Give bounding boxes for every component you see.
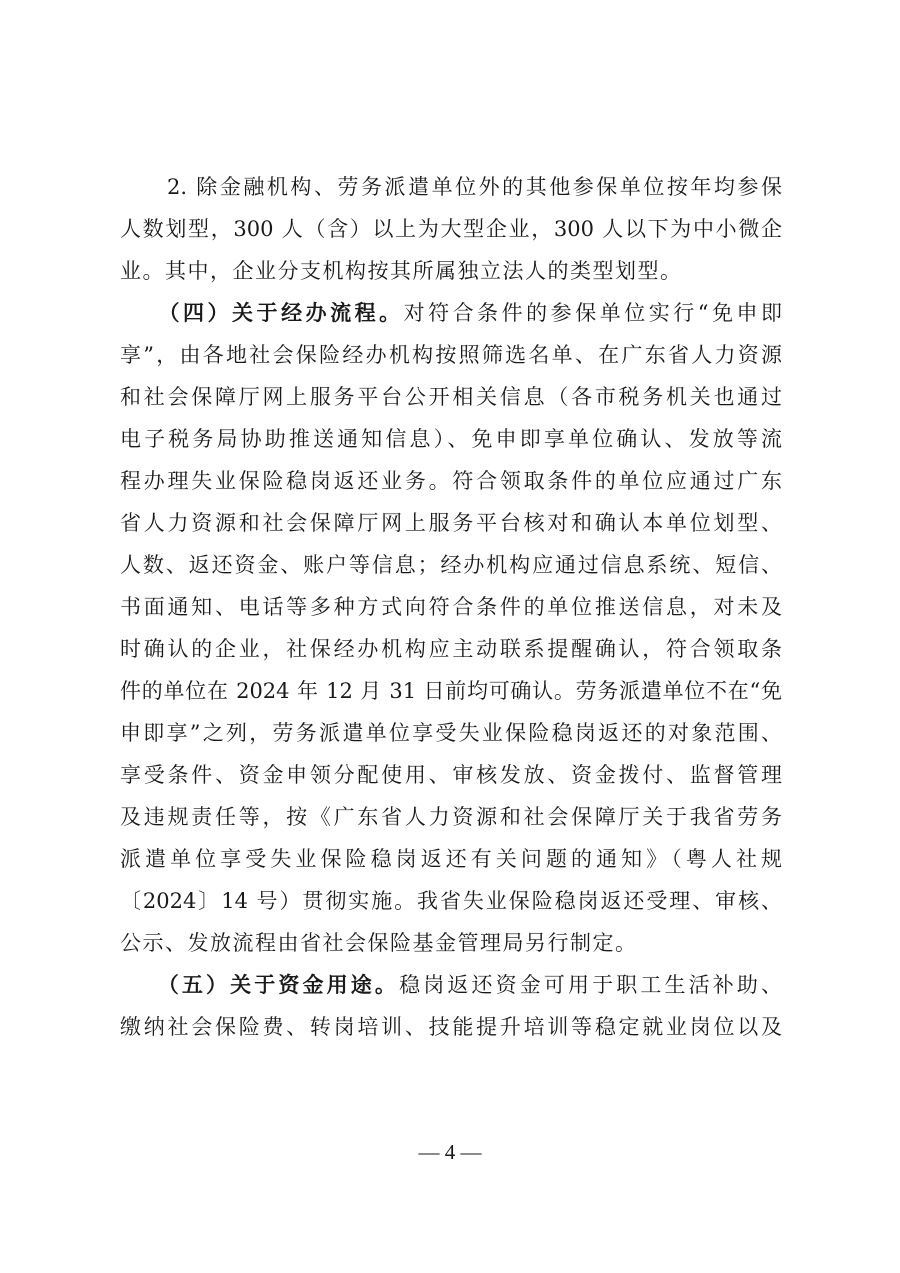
- paragraph-2-line-14: 派遣单位享受失业保险稳岗返还有关问题的通知》（粤人社规: [120, 847, 782, 871]
- paragraph-2-line-10: 件的单位在 2024 年 12 月 31 日前均可确认。劳务派遣单位不在“免: [120, 679, 782, 703]
- paragraph-3-line-1: [120, 970, 782, 1000]
- paragraph-3-line-2: 缴纳社会保险费、转岗培训、技能提升培训等稳定就业岗位以及: [120, 1015, 782, 1039]
- paragraph-2-line-1: [120, 298, 782, 328]
- paragraph-2-line-6: 省人力资源和社会保障厅网上服务平台核对和确认本单位划型、: [120, 511, 782, 535]
- paragraph-2-line-8: 书面通知、电话等多种方式向符合条件的单位推送信息，对未及: [120, 595, 782, 619]
- paragraph-3-first-line-text: 稳岗返还资金可用于职工生活补助、: [399, 973, 782, 997]
- paragraph-1-line-3: 业。其中，企业分支机构按其所属独立法人的类型划型。: [120, 259, 683, 283]
- paragraph-2-line-9: 时确认的企业，社保经办机构应主动联系提醒确认，符合领取条: [120, 637, 782, 661]
- page-number: — 4 —: [418, 1140, 482, 1164]
- paragraph-2-line-7: 人数、返还资金、账户等信息；经办机构应通过信息系统、短信、: [120, 553, 782, 577]
- paragraph-2-line-16: 公示、发放流程由省社会保险基金管理局另行制定。: [120, 931, 638, 955]
- paragraph-2-line-15: 〔2024〕14 号）贯彻实施。我省失业保险稳岗返还受理、审核、: [120, 889, 782, 913]
- paragraph-1-line-1: 2. 除金融机构、劳务派遣单位外的其他参保单位按年均参保: [120, 175, 782, 199]
- paragraph-2-line-12: 享受条件、资金申领分配使用、审核发放、资金拨付、监督管理: [120, 763, 782, 787]
- paragraph-2-line-4: 电子税务局协助推送通知信息）、免申即享单位确认、发放等流: [120, 427, 782, 451]
- paragraph-1-line-2: 人数划型，300 人（含）以上为大型企业，300 人以下为中小微企: [120, 217, 782, 241]
- paragraph-2-line-3: 和社会保障厅网上服务平台公开相关信息（各市税务机关也通过: [120, 385, 782, 409]
- section-heading-4: （四）关于经办流程。: [120, 300, 404, 325]
- paragraph-2-line-11: 申即享”之列，劳务派遣单位享受失业保险稳岗返还的对象范围、: [120, 721, 782, 745]
- paragraph-2-line-2: 享”，由各地社会保险经办机构按照筛选名单、在广东省人力资源: [120, 343, 782, 367]
- paragraph-2-line-5: 程办理失业保险稳岗返还业务。符合领取条件的单位应通过广东: [120, 469, 782, 493]
- paragraph-2-line-13: 及违规责任等，按《广东省人力资源和社会保障厅关于我省劳务: [120, 805, 782, 829]
- paragraph-2-first-line-text: 对符合条件的参保单位实行“免申即: [403, 301, 782, 325]
- section-heading-5: （五）关于资金用途。: [120, 972, 400, 997]
